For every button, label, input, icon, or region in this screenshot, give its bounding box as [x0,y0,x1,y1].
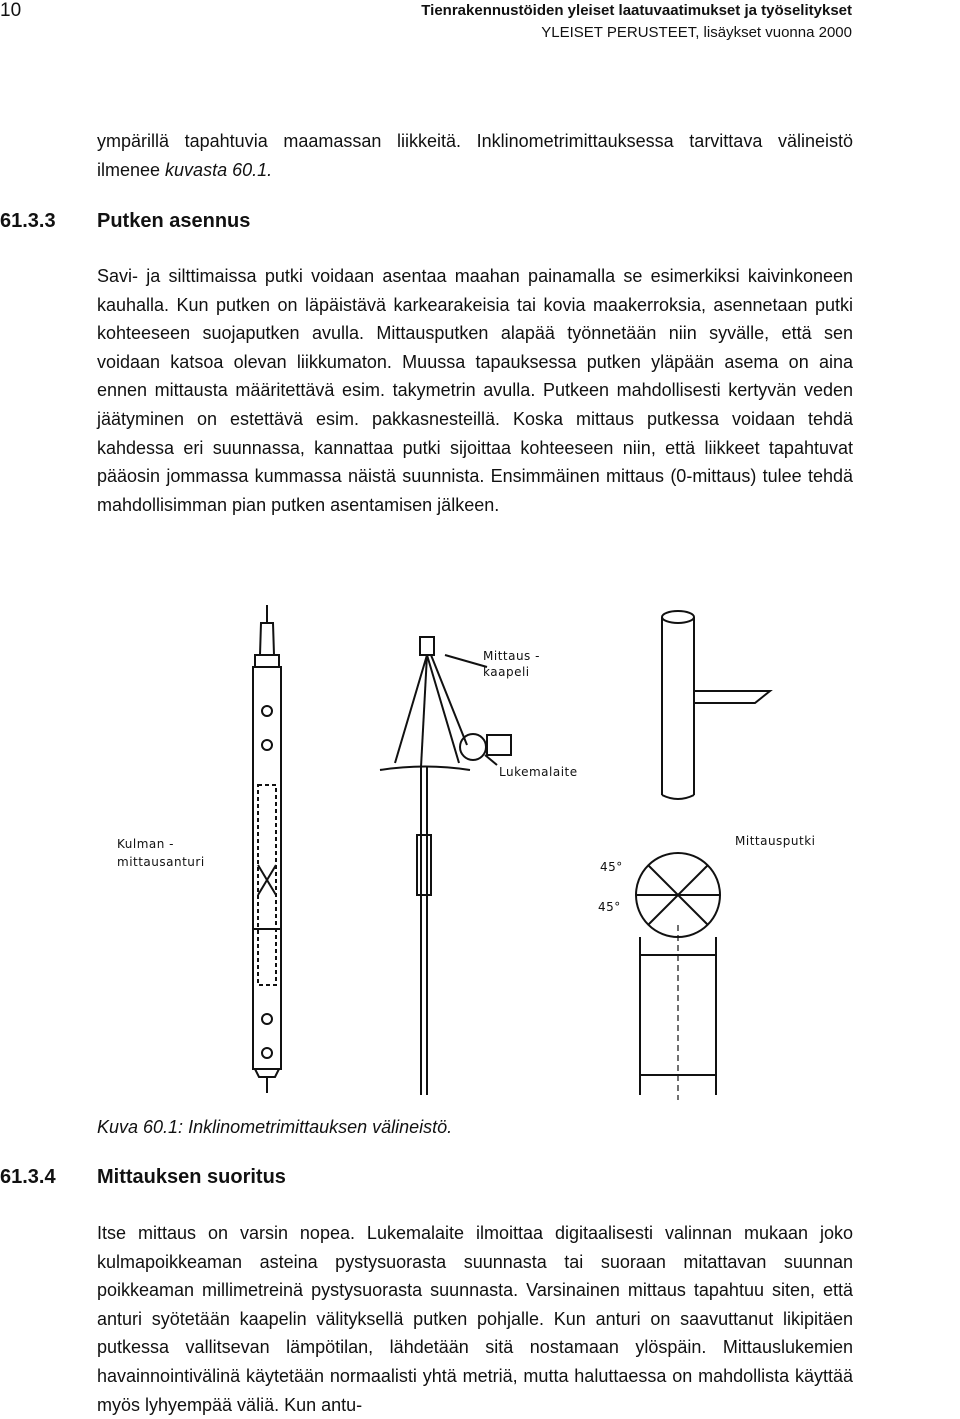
label-angle-45-bottom: 45° [598,900,621,914]
intro-text: ympärillä tapahtuvia maamassan liikkeitä. Inklinometrimittauksessa tarvittava välineistö ilmenee [97,131,853,180]
label-measuring-pipe: Mittausputki [735,834,816,848]
section-title-2: Mittauksen suoritus [97,1166,286,1188]
header-subtitle: YLEISET PERUSTEET, lisäykset vuonna 2000 [541,24,852,41]
figure-caption: Kuva 60.1: Inklinometrimittauksen välineistö. [97,1117,453,1137]
header-title: Tienrakennustöiden yleiset laatuvaatimukset ja työselitykset [421,2,852,19]
label-angle-sensor: Kulman - [117,837,175,851]
section-title: Putken asennus [97,210,251,232]
intro-paragraph [97,127,853,184]
paragraph-text: Savi- ja silttimaissa putki voidaan asentaa maahan painamalla se esimerkiksi kaivinkoneen kauhalla. Kun putken on läpäistävä karkearakeisia tai kovia maakerroksia, asennetaan putki kohteeseen suojaputken avulla. Mittausputken alapää työnnetään niin syvälle, että sen voidaan katsoa olevan liikkumaton. Muussa tapauksessa putken yläpään asema on aina ennen mittausta määritettävä esim. takymetrin avulla. Putkeen mahdollisesti kertyvän veden jäätyminen on estettävä esim. pakkasnesteillä. Koska mittaus putkessa voidaan tehdä kahdessa eri suunnassa, kannattaa putki sijoittaa kohteeseen niin, että liikkeet tapahtuvat pääosin jommassa kummassa näistä suunnista. Ensimmäinen mittaus (0-mittaus) tulee tehdä mahdollisimman pian putken asentamisen jälkeen. [97,266,853,515]
section-paragraph [97,262,853,519]
label-readout-unit: Lukemalaite [499,765,578,779]
figure-drawing [95,595,875,1115]
label-measurement-cable-2: kaapeli [483,665,530,679]
section-paragraph-2 [97,1219,853,1419]
section-number-2: 61.3.4 [0,1166,56,1188]
paragraph-text-2: Itse mittaus on varsin nopea. Lukemalaite ilmoittaa digitaalisesti valinnan mukaan joko kulmapoikkeaman asteina pystysuorasta suunnasta tai suoraan mitattavan suunnan poikkeaman millimetreinä pystysuorasta suunnasta. Varsinainen mittaus tapahtuu siten, että anturi syötetään kaapelin välityksellä putken pohjalle. Kun anturi on saavuttanut likipitäen putkessa vallitsevan lämpötilan, lähdetään sitä nostamaan ylöspäin. Mittauslukemien havainnointivälinä käytetään normaalisti yhtä metriä, mutta haluttaessa on mahdollista käyttää myös lyhyempää väliä. Kun antu- [97,1223,853,1415]
figure-reference: kuvasta 60.1. [165,159,273,180]
label-measurement-cable: Mittaus - [483,649,540,663]
section-number: 61.3.3 [0,210,56,232]
running-header [421,0,852,44]
label-angle-sensor-2: mittausanturi [117,855,205,869]
page-number: 10 [0,0,22,21]
label-angle-45-top: 45° [600,860,623,874]
figure-inclinometer-equipment [95,595,875,1115]
